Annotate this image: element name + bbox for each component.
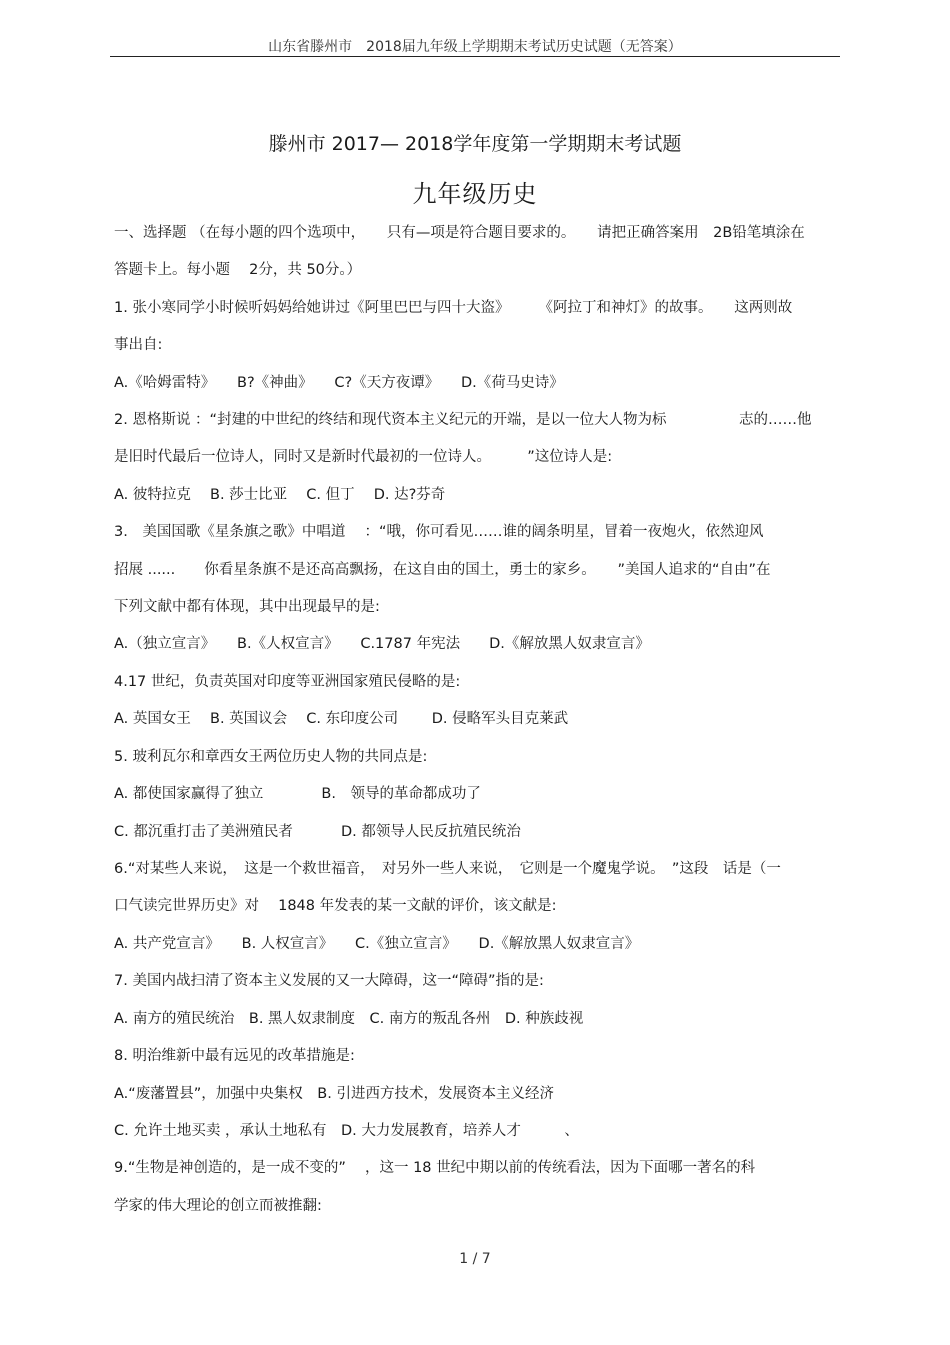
text-line: A. 英国女王 B. 英国议会 C. 东印度公司 D. 侵略军头目克莱武 <box>114 711 569 727</box>
text-line: A. 南方的殖民统治 B. 黑人奴隶制度 C. 南方的叛乱各州 D. 种族歧视 <box>114 1011 584 1027</box>
text-line: A. 都使国家赢得了独立 B. 领导的革命都成功了 <box>114 786 481 802</box>
text-line: 下列文献中都有体现，其中出现最早的是: <box>114 599 380 615</box>
text-line: 2. 恩格斯说 ：“封建的中世纪的终结和现代资本主义纪元的开端，是以一位大人物为标 志的……他 <box>114 412 812 428</box>
text-line: 是旧时代最后一位诗人，同时又是新时代最初的一位诗人。 ”这位诗人是: <box>114 449 613 465</box>
text-line: 答题卡上。每小题 2分，共 50分。） <box>114 262 362 278</box>
page-number: 1 / 7 <box>459 1251 491 1267</box>
text-line: 7. 美国内战扫清了资本主义发展的又一大障碍，这一“障碍”指的是: <box>114 973 544 989</box>
text-line: A.（独立宣言》 B.《人权宣言》 C.1787 年宪法 D.《解放黑人奴隶宣言》 <box>114 636 650 652</box>
text-line: A. 彼特拉克 B. 莎士比亚 C. 但丁 D. 达?芬奇 <box>114 487 446 503</box>
text-line: 3. 美国国歌《星条旗之歌》中唱道 ：“哦，你可看见……谁的阔条明星，冒着一夜炮火，依然迎风 <box>114 524 764 540</box>
text-line: 学家的伟大理论的创立而被推翻: <box>114 1198 322 1214</box>
text-line: 8. 明治维新中最有远见的改革措施是: <box>114 1048 355 1064</box>
text-line: 1. 张小寒同学小时候听妈妈给她讲过《阿里巴巴与四十大盗》 《阿拉丁和神灯》的故事。 这两则故 <box>114 300 793 316</box>
text-line: 招展 ...... 你看星条旗不是还高高飘扬，在这自由的国土，勇士的家乡。 ”美国人追求的“自由”在 <box>114 562 771 578</box>
text-line: 事出自: <box>114 337 163 353</box>
text-line: 口气读完世界历史》对 1848 年发表的某一文献的评价，该文献是: <box>114 898 557 914</box>
running-header: 山东省滕州市 2018届九年级上学期期末考试历史试题（无答案） <box>268 39 682 55</box>
exam-title: 滕州市 2017— 2018学年度第一学期期末考试题 <box>268 133 682 155</box>
text-line: 4.17 世纪，负责英国对印度等亚洲国家殖民侵略的是: <box>114 674 461 690</box>
text-line: 9.“生物是神创造的，是一成不变的” ，这一 18 世纪中期以前的传统看法，因为下面哪一著名的科 <box>114 1160 756 1176</box>
text-line: 5. 玻利瓦尔和章西女王两位历史人物的共同点是: <box>114 749 428 765</box>
text-line: C. 都沉重打击了美洲殖民者 D. 都领导人民反抗殖民统治 <box>114 824 521 840</box>
exam-subtitle: 九年级历史 <box>412 180 538 208</box>
text-line: A.《哈姆雷特》 B?《神曲》 C?《天方夜谭》 D.《荷马史诗》 <box>114 375 564 391</box>
text-line: 一、选择题 （在每小题的四个选项中， 只有—项是符合题目要求的。 请把正确答案用 2B铅笔填涂在 <box>114 225 805 241</box>
text-line: A. 共产党宣言》 B. 人权宣言》 C.《独立宣言》 D.《解放黑人奴隶宣言》 <box>114 936 640 952</box>
header-rule <box>110 56 840 57</box>
text-line: C. 允许土地买卖 ，承认土地私有 D. 大力发展教育，培养人才 、 <box>114 1123 579 1139</box>
text-line: A.“废藩置县”，加强中央集权 B. 引进西方技术，发展资本主义经济 <box>114 1086 554 1102</box>
text-line: 6.“对某些人来说， 这是一个救世福音， 对另外一些人来说， 它则是一个魔鬼学说。 ”这段 话是（一 <box>114 861 781 877</box>
